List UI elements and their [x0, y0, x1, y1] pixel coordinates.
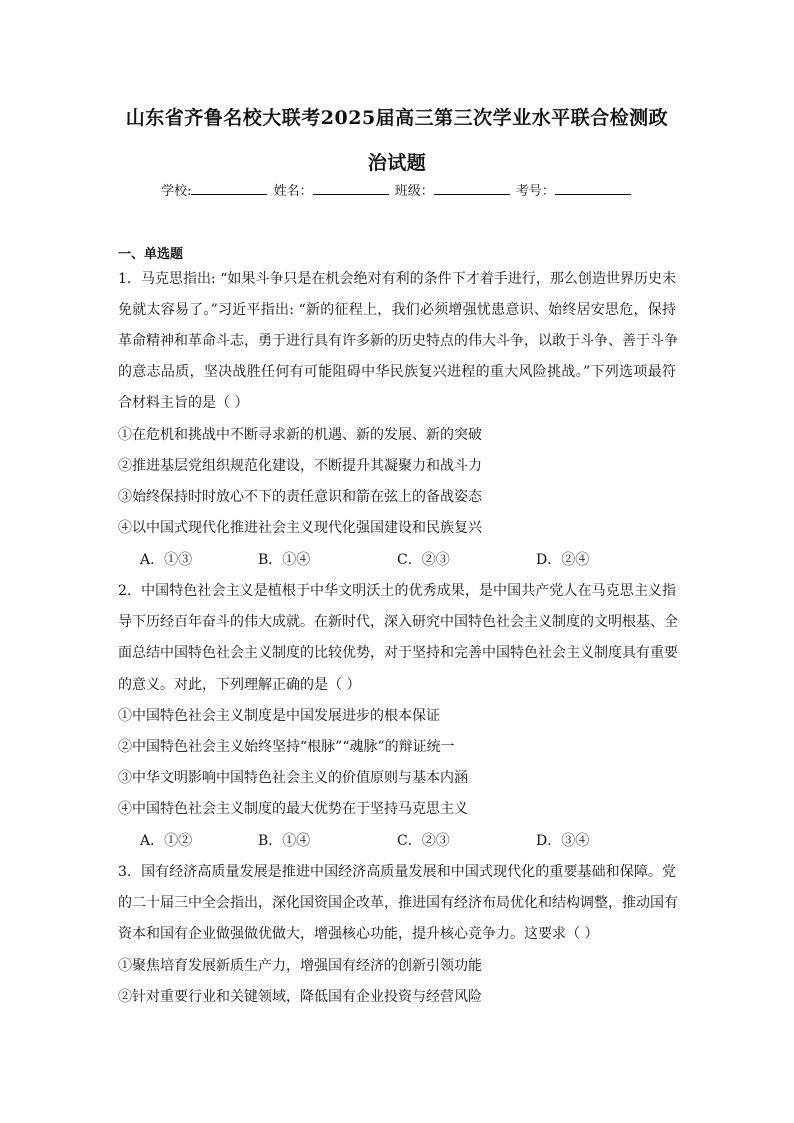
school-blank	[191, 182, 267, 195]
class-blank	[434, 182, 510, 195]
question-3-stem-line: 的二十届三中全会指出，深化国资国企改革，推进国有经济布局优化和结构调整，推动国有	[118, 895, 678, 911]
question-2-item: ③中华文明影响中国特色社会主义的价值原则与基本内涵	[118, 770, 468, 786]
question-1-item: ④以中国式现代化推进社会主义现代化强国建设和民族复兴	[118, 520, 482, 536]
question-1-item: ③始终保持时时放心不下的责任意识和箭在弦上的备战姿态	[118, 489, 482, 505]
class-label: 班级：	[394, 184, 434, 199]
exam-number-label: 考号：	[515, 184, 555, 199]
question-1-stem-line: 革命精神和革命斗志，勇于进行具有许多新的历史特点的伟大斗争，以敢于斗争、善于斗争	[118, 333, 678, 349]
question-1-stem-line: 合材料主旨的是（ ）	[118, 395, 249, 411]
question-3-stem-line: 3．国有经济高质量发展是推进中国经济高质量发展和中国式现代化的重要基础和保障。党	[118, 864, 676, 880]
question-2-stem-line: 的意义。对此，下列理解正确的是（ ）	[118, 677, 361, 693]
option-a: A．①③	[140, 552, 193, 568]
option-b: B．①④	[258, 833, 311, 849]
question-1-item: ①在危机和挑战中不断寻求新的机遇、新的发展、新的突破	[118, 427, 482, 443]
question-1-stem-line: 1．马克思指出: “如果斗争只是在机会绝对有利的条件下才着手进行，那么创造世界历史未	[118, 271, 676, 287]
question-1-item: ②推进基层党组织规范化建设，不断提升其凝聚力和战斗力	[118, 458, 482, 474]
option-c: C．②③	[397, 833, 450, 849]
document-title-line-2: 治试题	[367, 152, 427, 174]
question-3-item: ②针对重要行业和关键领域，降低国有企业投资与经营风险	[118, 989, 482, 1005]
option-d: D．②④	[536, 552, 590, 568]
name-label: 姓名：	[273, 184, 313, 199]
question-3-item: ①聚焦培育发展新质生产力，增强国有经济的创新引领功能	[118, 958, 482, 974]
question-2-item: ②中国特色社会主义始终坚持“根脉”“魂脉”的辩证统一	[118, 739, 455, 755]
question-2-stem-line: 面总结中国特色社会主义制度的比较优势，对于坚持和完善中国特色社会主义制度具有重要	[118, 645, 678, 661]
question-3-stem-line: 资本和国有企业做强做优做大，增强核心功能，提升核心竞争力。这要求（ ）	[118, 926, 599, 942]
document-title-line-1: 山东省齐鲁名校大联考2025届高三第三次学业水平联合检测政	[125, 107, 669, 129]
question-2-item: ①中国特色社会主义制度是中国发展进步的根本保证	[118, 708, 440, 724]
option-b: B．①④	[258, 552, 311, 568]
question-2-stem-line: 2．中国特色社会主义是植根于中华文明沃土的优秀成果，是中国共产党人在马克思主义指	[118, 583, 676, 599]
option-d: D．③④	[536, 833, 590, 849]
student-info-row	[0, 180, 794, 199]
option-c: C．②③	[397, 552, 450, 568]
school-label: 学校:	[161, 184, 192, 199]
question-2-item: ④中国特色社会主义制度的最大优势在于坚持马克思主义	[118, 801, 468, 817]
question-1-stem-line: 的意志品质，坚决战胜任何有可能阻碍中华民族复兴进程的重大风险挑战。”下列选项最符	[118, 364, 676, 380]
question-2-stem-line: 导下历经百年奋斗的伟大成就。在新时代，深入研究中国特色社会主义制度的文明根基、全	[118, 614, 678, 630]
section-heading: 一、单选题	[118, 247, 184, 262]
name-blank	[313, 182, 389, 195]
question-1-stem-line: 免就太容易了。”习近平指出: “新的征程上，我们必须增强忧患意识、始终居安思危，保持	[118, 302, 676, 318]
exam-number-blank	[555, 182, 631, 195]
option-a: A．①②	[140, 833, 193, 849]
